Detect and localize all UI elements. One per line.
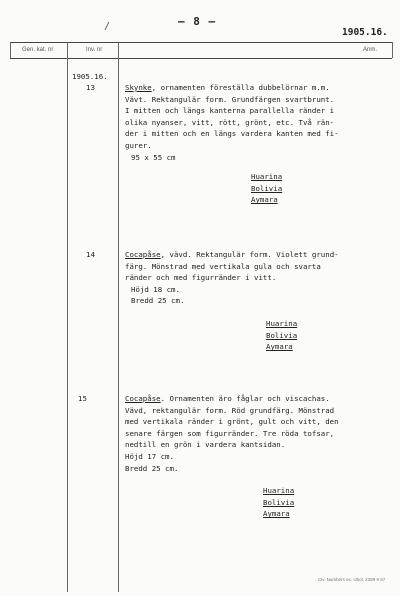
col-head-anm: Anm.: [363, 47, 378, 53]
location-people: Aymara: [263, 509, 290, 519]
entry-number: 14: [86, 250, 95, 259]
entry-number: 15: [78, 394, 87, 403]
col-head-inv: Inv. nr: [86, 47, 103, 53]
col-divider-left: [10, 42, 11, 58]
entry-description: Skynke, ornamenten föreställa dubbelörnar m.m. Vävt. Rektangulär form. Grundfärgen svartbrunt. I mitten och längs kanterna parallella ränder i olika nyanser, vitt, rött, grönt, etc. Två rän- der i mitten och en längs vardera kanten med fi- gurer. 95 x 55 cm: [125, 83, 339, 162]
entry-locations: [266, 318, 297, 353]
location-country: Bolivia: [263, 497, 295, 507]
entry-locations: [251, 171, 282, 206]
entry-number: 13: [86, 83, 95, 92]
col-divider-inv: [118, 42, 119, 592]
pencil-mark: /: [104, 21, 111, 32]
location-country: Bolivia: [266, 330, 298, 340]
col-divider-gen: [67, 42, 68, 592]
location-place: Huarina: [251, 172, 283, 181]
entry-locations: [263, 485, 294, 520]
page-number: – 8 –: [178, 15, 217, 28]
location-place: Huarina: [263, 486, 295, 495]
location-people: Aymara: [251, 195, 278, 205]
col-divider-right: [392, 42, 393, 58]
location-place: Huarina: [266, 319, 298, 328]
entry-name: Skynke: [125, 83, 152, 92]
location-country: Bolivia: [251, 183, 283, 193]
location-people: Aymara: [266, 342, 293, 352]
entry-name: Cocapåse: [125, 250, 161, 259]
ledger-year: 1905.16.: [72, 72, 108, 81]
printer-footer: Civ. Numbers ex. Ubol. 2399 9 67: [318, 577, 386, 582]
entry-description: Cocapåse, vävd. Rektangulär form. Violett grund- färg. Mönstrad med vertikala gula och svarta ränder och med figurränder i vitt. Höjd 18 cm. Bredd 25 cm.: [125, 250, 339, 306]
year-reference: 1905.16.: [342, 27, 388, 38]
col-head-gen-kat: Gen. kat. nr: [22, 47, 54, 53]
entry-description: Cocapåse. Ornamenten äro fåglar och viscachas. Vävd, rektangulär form. Röd grundfärg. Mönstrad med vertikala ränder i grönt, gult och vitt, den senare färgen som figurränder. Tre röda tofsar, nedtill en grön i vardera kantsidan. Höjd 17 cm. Bredd 25 cm.: [125, 394, 339, 473]
entry-name: Cocapåse: [125, 394, 161, 403]
